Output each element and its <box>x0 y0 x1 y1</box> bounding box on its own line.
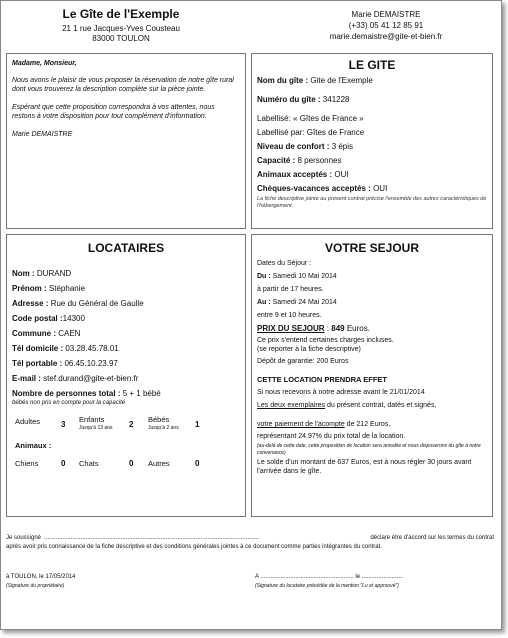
tenants-heading: LOCATAIRES <box>87 241 165 255</box>
gite-cheques-row: Chèques-vacances acceptés : OUI <box>257 184 388 193</box>
stay-heading: VOTRE SEJOUR <box>324 241 420 255</box>
effect-line-2: Les deux exemplaires du présent contrat, datés et signés, <box>257 402 437 409</box>
owner-address-line2: 83000 TOULON <box>92 34 150 43</box>
gite-capacity-row: Capacité : 8 personnes <box>257 156 342 165</box>
owner-contact <box>286 9 486 42</box>
stay-charges-2: (se reporter à la fiche descriptive) <box>257 346 361 353</box>
contact-name: Marie DEMAISTRE <box>351 10 421 19</box>
owner-place-date: à TOULON, le 17/05/2014 <box>6 574 76 580</box>
gite-number-row: Numéro du gîte : 341228 <box>257 95 350 104</box>
tenant-signature-block <box>255 573 403 591</box>
autres-label: Autres <box>148 459 170 468</box>
gite-label-2: Labellisé par: Gîtes de France <box>257 128 365 137</box>
declaration <box>6 534 494 552</box>
stay-from-time: à partir de 17 heures. <box>257 286 324 293</box>
tenant-telport-row: Tél portable : 06.45.10.23.97 <box>12 359 118 368</box>
gite-label-1: Labellisé: « Gîtes de France » <box>257 114 364 123</box>
enfants-value: 2 <box>129 420 134 429</box>
tenant-place-date: A ........................................................ le ......................... <box>255 574 404 580</box>
effect-line-4: représentant 24.97% du prix total de la location. <box>257 433 406 440</box>
tenant-prenom-row: Prénom : Stéphanie <box>12 284 85 293</box>
bebes-label: Bébés <box>148 415 170 424</box>
stay-charges-1: Ce prix s'entend certaines charges incluses. <box>257 337 394 344</box>
owner-address-line1: 21 1 rue Jacques-Yves Cousteau <box>62 24 180 33</box>
tenant-adresse-row: Adresse : Rue du Général de Gaulle <box>12 299 144 308</box>
tenants-box <box>6 234 246 517</box>
letter-signature: Marie DEMAISTRE <box>12 131 73 138</box>
tenant-count-row: Nombre de personnes total : 5 + 1 bébé <box>12 389 161 398</box>
effect-line-1: Si nous recevons à notre adresse avant le 21/01/2014 <box>257 389 425 396</box>
gite-box <box>251 53 493 229</box>
owner-signature-label: (Signature du propriétaire) <box>6 583 65 589</box>
stay-dates-label: Dates du Séjour : <box>257 260 312 267</box>
chats-value: 0 <box>129 459 134 468</box>
letter-salutation: Madame, Monsieur, <box>12 60 77 67</box>
tenant-signature-label: (Signature du locataire précédée de la mention "Lu et approuvé") <box>255 583 399 589</box>
animaux-label: Animaux : <box>15 441 52 450</box>
gite-animals-row: Animaux acceptés : OUI <box>257 170 349 179</box>
contact-phone: (+33) 05 41 12 85 91 <box>348 21 424 30</box>
tenant-nom-row: Nom : DURAND <box>12 269 72 278</box>
owner-signature-block <box>6 573 76 591</box>
tenant-cp-row: Code postal :14300 <box>12 314 85 323</box>
tenant-commune-row: Commune : CAEN <box>12 329 81 338</box>
effect-note: (au-delà de cette date, cette proposition de location sera annulée et nous disposerons du gîte à notre convenance) <box>257 443 481 456</box>
balance-text: Le solde d'un montant de 637 Euros, est à nous régler 30 jours avant l'arrivée dans le gîte. <box>257 459 472 475</box>
stay-to-row: Au : Samedi 24 Mai 2014 <box>257 299 337 306</box>
tenant-email-row: E-mail : stef.durand@gite-et-bien.fr <box>12 374 139 383</box>
stay-price-row: PRIX DU SEJOUR : 849 Euros. <box>257 324 370 333</box>
letter-box <box>6 53 246 229</box>
letter-paragraph-1: Nous avons le plaisir de vous proposer la réservation de notre gîte rural dont vous trouverez la description complète sur la pièce jointe. <box>12 77 234 93</box>
chats-label: Chats <box>79 459 99 468</box>
autres-value: 0 <box>195 459 200 468</box>
stay-deposit: Dépôt de garantie: 200 Euros <box>257 358 349 365</box>
bebes-value: 1 <box>195 420 200 429</box>
stay-from-row: Du : Samedi 10 Mai 2014 <box>257 273 337 280</box>
effect-line-3: votre paiement de l'acompte de 212 Euros, <box>257 421 391 428</box>
tenant-teldom-row: Tél domicile : 03.28.45.78.01 <box>12 344 119 353</box>
chiens-label: Chiens <box>15 459 39 468</box>
letter-paragraph-2: Espérant que cette proposition correspondra à vos attentes, nous restons à votre disposition pour tout complément d'information. <box>12 104 215 120</box>
stay-to-time: entre 9 et 10 heures. <box>257 312 322 319</box>
stay-box <box>251 234 493 517</box>
enfants-sub: Jusqu'à 13 ans <box>79 425 113 431</box>
gite-comfort-row: Niveau de confort : 3 épis <box>257 142 354 151</box>
adultes-label: Adultes <box>15 417 41 426</box>
enfants-label: Enfants <box>79 415 105 424</box>
gite-name-row: Nom du gîte : Gite de l'Exemple <box>257 76 373 85</box>
gite-title: Le Gîte de l'Exemple <box>62 7 180 21</box>
adultes-value: 3 <box>61 420 66 429</box>
chiens-value: 0 <box>61 459 66 468</box>
owner-block <box>21 7 221 43</box>
bebes-sub: Jusqu'à 2 ans <box>148 425 179 431</box>
contact-email: marie.demaistre@gite-et-bien.fr <box>329 32 443 41</box>
declaration-line-2: après avoir pris connaissance de la fiche descriptive et des conditions générales jointes à ce document comme parties intégrantes du contrat. <box>6 544 382 550</box>
gite-note: La fiche descriptive jointe au présent contrat précise l'ensemble des autres caractéristiques de l'hébergement <box>257 196 487 209</box>
tenant-count-note: bébés non pris en compte pour la capacité <box>12 400 126 406</box>
effect-heading: CETTE LOCATION PRENDRA EFFET <box>257 375 387 384</box>
gite-heading: LE GITE <box>348 58 396 72</box>
declaration-line-1: Je soussigné ................................................................................................................................. déclare être d'accord sur les termes du contrat <box>6 535 494 541</box>
